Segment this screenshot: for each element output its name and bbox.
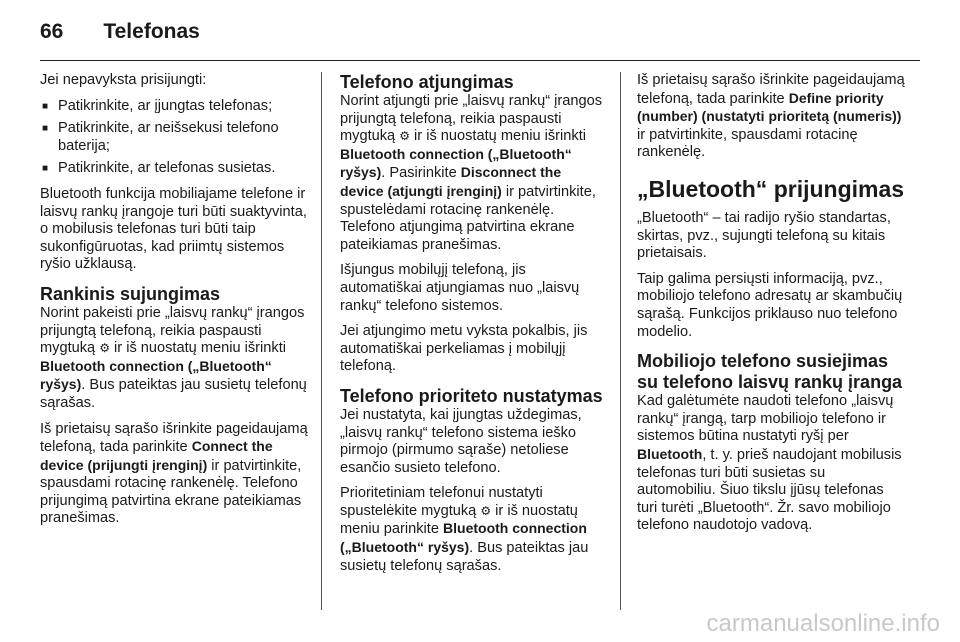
- watermark: carmanualsonline.info: [706, 610, 940, 637]
- menu-option-disconnect-device: Disconnect the device (atjungti įrenginį): [340, 164, 562, 199]
- page-title: Telefonas: [103, 20, 200, 43]
- call-transfer-paragraph: Jei atjungimo metu vyksta pokalbis, jis automatiškai perkeliamas į mobilųjį telefoną.: [340, 323, 588, 375]
- list-item: ■ Patikrinkite, ar telefonas susietas.: [40, 160, 308, 178]
- bluetooth-activation-paragraph: Bluetooth funkcija mobiliajame telefone ir laisvų rankų įrangoje turi būti suaktyvinta, o mobilusis telefonas turi būti taip sukonfigūruotas, kad priimtų sistemos ryšio užklausą.: [40, 185, 307, 273]
- page-number: 66: [40, 20, 64, 43]
- column-divider-1: [321, 72, 322, 610]
- column-3: [637, 72, 905, 543]
- priority-search-paragraph: Jei nustatyta, kai įjungtas uždegimas, „laisvų rankų“ telefono sistema ieško pirmojo (pirmumo sąraše) netoliese esančio susieto telefono.: [340, 406, 582, 476]
- priority-setting-paragraph: Prioritetiniam telefonui nustatyti spustelėkite mygtuką ⚙ ir iš nuostatų meniu parinkite Bluetooth connection („Bluetooth“ ryšys). Bus pateiktas jau susietų telefonų sąrašas.: [340, 485, 589, 574]
- list-item: ■ Patikrinkite, ar įjungtas telefonas;: [40, 98, 308, 116]
- menu-option-bluetooth-connection: Bluetooth connection („Bluetooth“ ryšys): [340, 145, 572, 181]
- menu-option-bluetooth-connection: Bluetooth connection („Bluetooth“ ryšys): [340, 520, 587, 556]
- page-header: [40, 20, 200, 44]
- data-transfer-paragraph: Taip galima persiųsti informaciją, pvz., mobiliojo telefono adresatų ar skambučių sąrašą. Funkcijos priklauso nuo telefono modelio.: [637, 270, 903, 340]
- connect-failure-intro: Jei nepavyksta prisijungti:: [40, 72, 207, 88]
- column-divider-2: [620, 72, 621, 610]
- define-priority-paragraph: Iš prietaisų sąrašo išrinkite pageidaujamą telefoną, tada parinkite Define priority (number) (nustatyti prioritetą (numeris)) ir patvirtinkite, spausdami rotacinę rankenėlę.: [637, 72, 905, 161]
- config-button-icon: ⚙: [399, 129, 410, 144]
- menu-option-bluetooth-connection: Bluetooth connection („Bluetooth“ ryšys): [40, 357, 272, 393]
- pairing-paragraph: Kad galėtumėte naudoti telefono „laisvų rankų“ įrangą, tarp mobiliojo telefono ir sistemos būtina nustatyti ryšį per Bluetooth, t. y. prieš naudojant mobilusis telefonas turi būti susietas su automobiliu. Šiuo tikslu įjūsų telefonas turi turėti „Bluetooth“. Žr. savo mobiliojo telefono naudotojo vadovą.: [637, 393, 902, 534]
- list-item: ■ Patikrinkite, ar neišsekusi telefono baterija;: [40, 120, 308, 155]
- phone-off-paragraph: Išjungus mobilųjį telefoną, jis automatiškai atjungiamas nuo „laisvų rankų“ telefono sistemos.: [340, 262, 580, 314]
- disconnect-paragraph: Norint atjungti prie „laisvų rankų“ įrangos prijungtą telefoną, reikia paspausti mygtuką ⚙ ir iš nuostatų meniu išrinkti Bluetooth connection („Bluetooth“ ryšys). Pasirinkite Disconnect the device (atjungti įrenginį) ir patvirtinkite, spustelėdami rotacinę rankenėlę. Telefono atjungimą patvirtina ekrane pateikiamas pranešimas.: [340, 93, 602, 253]
- config-button-icon: ⚙: [480, 503, 492, 518]
- heading-disconnect: Telefono atjungimas: [340, 72, 514, 92]
- heading-priority: Telefono prioriteto nustatymas: [340, 385, 603, 406]
- checklist: [40, 98, 308, 178]
- heading-bluetooth-connection: „Bluetooth“ prijungimas: [637, 175, 905, 202]
- menu-option-define-priority: Define priority (number) (nustatyti prioritetą (numeris)): [637, 89, 902, 125]
- bluetooth-term: Bluetooth: [637, 445, 703, 462]
- column-2: [340, 72, 608, 583]
- heading-manual-connection: Rankinis sujungimas: [40, 283, 221, 304]
- config-button-icon: ⚙: [99, 341, 110, 356]
- manual-connection-paragraph: Norint pakeisti prie „laisvų rankų“ įrangos prijungtą telefoną, reikia paspausti mygtuką ⚙ ir iš nuostatų meniu išrinkti Bluetooth connection („Bluetooth“ ryšys). Bus pateiktas jau susietų telefonų sąrašas.: [40, 304, 307, 411]
- bluetooth-definition-paragraph: „Bluetooth“ – tai radijo ryšio standartas, skirtas, pvz., sujungti telefoną su kitais prietaisais.: [637, 209, 891, 262]
- header-divider: [40, 60, 920, 61]
- select-device-paragraph: Iš prietaisų sąrašo išrinkite pageidaujamą telefoną, tada parinkite Connect the device (prijungti įrenginį) ir patvirtinkite, spausdami rotacinę rankenėlę. Telefono prijungimą patvirtina ekrane pateikiamas pranešimas.: [40, 420, 308, 527]
- menu-option-connect-device: Connect the device (prijungti įrenginį): [40, 438, 273, 473]
- heading-pairing: Mobiliojo telefono susiejimas su telefono laisvų rankų įranga: [637, 351, 903, 393]
- column-1: [40, 72, 308, 536]
